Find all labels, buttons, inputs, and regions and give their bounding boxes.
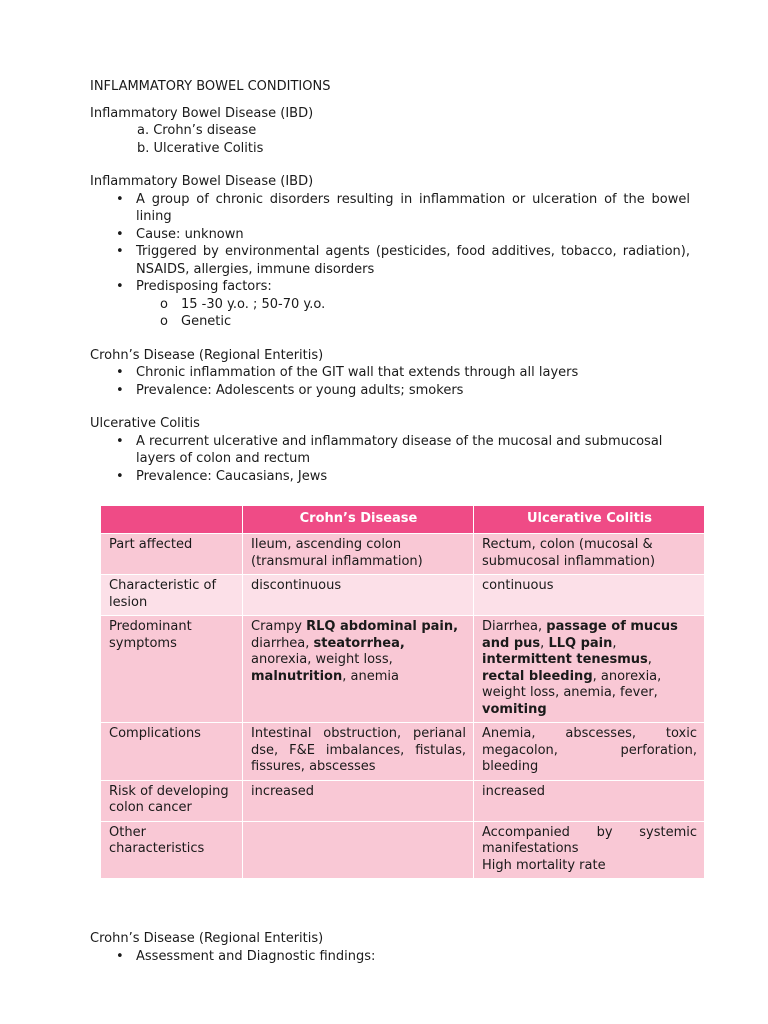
ibd-types-list — [90, 122, 690, 157]
bold-text-run: steatorrhea, — [313, 635, 405, 651]
crohns-list — [90, 364, 690, 399]
row-label: Risk of developing colon cancer — [101, 780, 243, 821]
text-run: , — [612, 635, 617, 651]
list-item: • Prevalence: Adolescents or young adults; smokers — [90, 382, 690, 400]
table-row — [101, 575, 705, 616]
table-header-uc: Ulcerative Colitis — [474, 506, 705, 534]
text-run: , — [647, 652, 652, 667]
list-item: • A recurrent ulcerative and inflammatory disease of the mucosal and submucosal layers of colon and rectum — [90, 433, 690, 468]
crohns-cell: discontinuous — [243, 575, 474, 616]
list-item: o Genetic — [90, 313, 690, 331]
text-run: , — [540, 635, 549, 651]
table-header-crohns: Crohn’s Disease — [243, 506, 474, 534]
row-label: Predominant symptoms — [101, 616, 243, 723]
list-item: • Assessment and Diagnostic findings: — [90, 948, 690, 966]
bottom-heading: Crohn’s Disease (Regional Enteritis) — [90, 931, 324, 946]
crohns-cell: Intestinal obstruction, perianal dse, F&E imbalances, fistulas, fissures, abscesses — [243, 723, 474, 781]
cell-line: Accompanied by systemic manifestations — [482, 824, 697, 856]
uc-cell: Anemia, abscesses, toxic megacolon, perforation, bleeding — [474, 723, 705, 781]
list-item: a. Crohn’s disease — [137, 123, 257, 138]
bottom-list — [90, 948, 690, 966]
bold-text-run: passage of mucus and pus — [482, 619, 678, 651]
comparison-table — [100, 505, 705, 879]
uc-cell — [474, 821, 705, 879]
uc-heading: Ulcerative Colitis — [90, 416, 200, 431]
table-row — [101, 534, 705, 575]
text-run: diarrhea, — [251, 635, 314, 651]
uc-cell: continuous — [474, 575, 705, 616]
list-item — [90, 278, 690, 331]
bold-text-run: rectal bleeding — [482, 668, 593, 684]
text-run: anorexia, weight loss, — [251, 652, 393, 667]
row-label: Characteristic of lesion — [101, 575, 243, 616]
list-item: • A group of chronic disorders resulting in inflammation or ulceration of the bowel lining — [90, 191, 690, 226]
row-label: Other characteristics — [101, 821, 243, 879]
bottom-section — [90, 930, 690, 965]
table-row — [101, 821, 705, 879]
uc-list — [90, 433, 690, 486]
predisposing-list — [136, 296, 690, 331]
bold-text-run: malnutrition — [251, 668, 343, 684]
text-run: , anemia — [342, 668, 399, 684]
row-label: Complications — [101, 723, 243, 781]
row-label: Part affected — [101, 534, 243, 575]
crohns-cell: increased — [243, 780, 474, 821]
crohns-cell — [243, 821, 474, 879]
ibd-types-heading: Inflammatory Bowel Disease (IBD) — [90, 105, 314, 121]
crohns-heading: Crohn’s Disease (Regional Enteritis) — [90, 347, 324, 363]
list-item: • Chronic inflammation of the GIT wall that extends through all layers — [90, 364, 690, 382]
uc-cell: Rectum, colon (mucosal & submucosal inflammation) — [474, 534, 705, 575]
list-item: • Prevalence: Caucasians, Jews — [90, 468, 690, 486]
table-header-blank — [101, 506, 243, 534]
list-item: • Cause: unknown — [90, 226, 690, 244]
table-header-row — [101, 506, 705, 534]
table-row — [101, 723, 705, 781]
bold-text-run: LLQ pain — [548, 635, 613, 651]
crohns-cell — [243, 616, 474, 723]
document-title: INFLAMMATORY BOWEL CONDITIONS — [90, 79, 331, 94]
table-row — [101, 616, 705, 723]
ibd-details-list — [90, 191, 690, 331]
crohns-cell: Ileum, ascending colon (transmural inflammation) — [243, 534, 474, 575]
text-run: , anorexia, weight loss, anemia, fever, — [482, 668, 662, 700]
bold-text-run: RLQ abdominal pain, — [306, 619, 459, 634]
ibd-details-heading: Inflammatory Bowel Disease (IBD) — [90, 174, 314, 189]
uc-cell: increased — [474, 780, 705, 821]
document-body — [90, 78, 690, 485]
bold-text-run: intermittent tenesmus — [482, 652, 648, 667]
text-run: Crampy — [251, 619, 307, 634]
text-run: Diarrhea, — [482, 619, 547, 634]
table-row — [101, 780, 705, 821]
list-item: • Triggered by environmental agents (pesticides, food additives, tobacco, radiation), NSAIDS, allergies, immune disorders — [90, 243, 690, 278]
list-item: o 15 -30 y.o. ; 50-70 y.o. — [90, 296, 690, 314]
bold-text-run: vomiting — [482, 701, 547, 717]
predisposing-label: Predisposing factors: — [136, 279, 272, 294]
list-item: b. Ulcerative Colitis — [137, 140, 264, 156]
uc-cell — [474, 616, 705, 723]
cell-line: High mortality rate — [482, 857, 606, 873]
